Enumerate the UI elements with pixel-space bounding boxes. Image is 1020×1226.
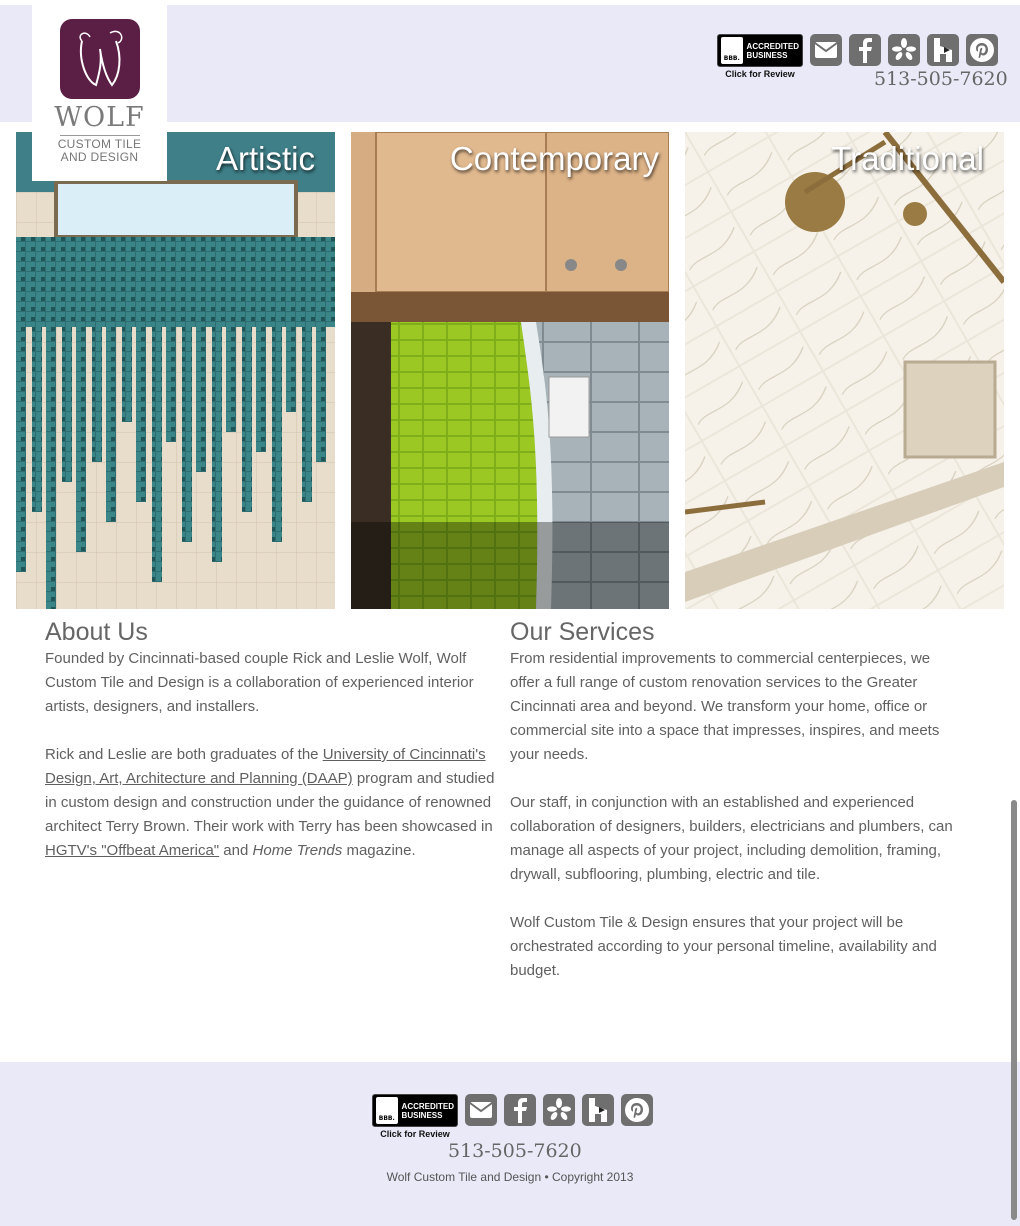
about-paragraph-1: Founded by Cincinnati-based couple Rick and Leslie Wolf, Wolf Custom Tile and Design is a collaboration of experienced interior artists, designers, and installers. [45, 650, 474, 715]
gallery-title-traditional: Traditional [831, 140, 984, 177]
about-text-b: program and studied in custom design and construction under the guidance of renowned architect Terry Brown. Their work with Terry has been showcased in [45, 770, 495, 835]
footer-bbb-label-2: BUSINESS [401, 1110, 443, 1120]
footer-bbb-review-link[interactable]: Click for Review [380, 1129, 450, 1139]
bbb-label-2: BUSINESS [746, 50, 788, 60]
services-heading: Our Services [510, 618, 655, 646]
gallery-panel-artistic[interactable] [16, 132, 335, 609]
gallery-title-contemporary: Contemporary [449, 140, 659, 177]
footer-email-icon[interactable] [465, 1094, 497, 1126]
footer-yelp-icon[interactable] [543, 1094, 575, 1126]
footer-bbb-badge[interactable] [372, 1094, 458, 1138]
logo-divider [60, 135, 140, 136]
about-text-c: and [219, 842, 253, 859]
daap-link[interactable]: University of Cincinnati's Design, Art, Architecture and Planning (DAAP) [45, 746, 486, 787]
services-paragraph-3: Wolf Custom Tile & Design ensures that your project will be orchestrated according to your personal timeline, availability and budget. [510, 914, 937, 979]
about-section [45, 617, 495, 863]
about-heading: About Us [45, 618, 148, 646]
footer-pinterest-icon[interactable] [621, 1094, 653, 1126]
wolf-logo-icon [60, 19, 140, 99]
email-icon[interactable] [810, 34, 842, 66]
services-section [510, 617, 960, 983]
bbb-label-1: ACCREDITED [746, 41, 799, 51]
logo-tagline-1: CUSTOM TILE [57, 137, 142, 151]
artistic-photo [16, 132, 335, 609]
logo[interactable] [32, 3, 167, 181]
gallery-panel-contemporary[interactable] [351, 132, 669, 609]
footer-facebook-icon[interactable] [504, 1094, 536, 1126]
header-phone[interactable]: 513-505-7620 [874, 68, 1008, 90]
footer-social-bar [372, 1094, 653, 1138]
facebook-icon[interactable] [849, 34, 881, 66]
about-paragraph-2 [45, 743, 495, 863]
yelp-icon[interactable] [888, 34, 920, 66]
gallery-title-artistic: Artistic [216, 140, 315, 177]
footer-houzz-icon[interactable] [582, 1094, 614, 1126]
services-paragraph-2: Our staff, in conjunction with an established and experienced collaboration of designers, builders, electricians and plumbers, can manage all aspects of your project, including demolition, framing, drywall, subflooring, plumbing, electric and tile. [510, 794, 953, 883]
home-trends-title: Home Trends [252, 842, 343, 859]
footer-phone[interactable]: 513-505-7620 [448, 1140, 582, 1162]
logo-tagline-2: AND DESIGN [60, 150, 139, 164]
copyright: Wolf Custom Tile and Design • Copyright 2013 [386, 1170, 634, 1184]
services-paragraph-1: From residential improvements to commercial centerpieces, we offer a full range of custom renovation services to the Greater Cincinnati area and beyond. We transform your home, office or commercial site into a space that impresses, inspires, and meets your needs. [510, 650, 940, 763]
vertical-scrollbar[interactable] [1011, 800, 1017, 1220]
footer-bbb-label-1: ACCREDITED [401, 1101, 454, 1111]
pinterest-icon[interactable] [966, 34, 998, 66]
logo-name: WOLF [54, 102, 145, 133]
bbb-review-link[interactable]: Click for Review [725, 69, 795, 79]
footer-bbb-seal-icon: BBB. [376, 1097, 398, 1124]
about-text-d: magazine. [342, 842, 416, 859]
hgtv-link[interactable]: HGTV's "Offbeat America" [45, 842, 220, 859]
houzz-icon[interactable] [927, 34, 959, 66]
contemporary-photo [351, 132, 669, 609]
footer-bbb-badge-box [372, 1094, 458, 1127]
gallery-panel-traditional[interactable] [685, 132, 1004, 609]
bbb-badge[interactable] [717, 34, 803, 78]
bbb-badge-box [717, 34, 803, 67]
bbb-seal-icon: BBB. [721, 37, 743, 64]
about-text-a: Rick and Leslie are both graduates of the [45, 746, 323, 763]
traditional-photo [685, 132, 1004, 609]
